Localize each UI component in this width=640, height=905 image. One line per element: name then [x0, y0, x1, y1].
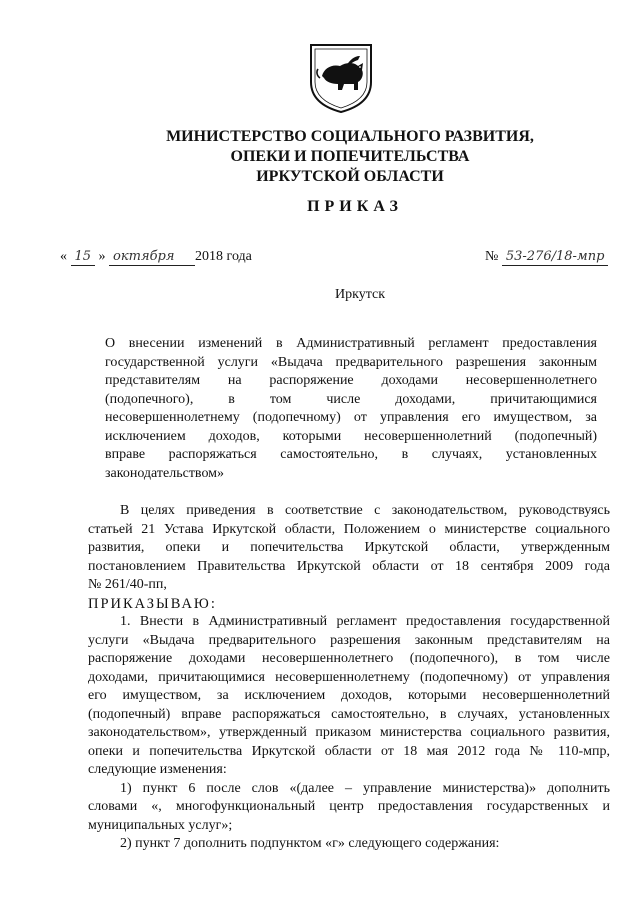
body-line: муниципальных услуг»; [88, 817, 233, 833]
order-directive: ПРИКАЗЫВАЮ: [88, 595, 217, 612]
subject-line: О внесении изменений в Административный регламент предоставления [105, 336, 597, 351]
ministry-line: МИНИСТЕРСТВО СОЦИАЛЬНОГО РАЗВИТИЯ, [166, 128, 534, 145]
ministry-line: ОПЕКИ И ПОПЕЧИТЕЛЬСТВА [230, 148, 470, 165]
date-day-handwritten: 15 [71, 249, 96, 266]
body-line: 2) пункт 7 дополнить подпунктом «г» следующего содержания: [120, 836, 500, 851]
date-open-quote: « [60, 249, 67, 264]
body-line: 1) пункт 6 после слов «(далее – управление министерства)» дополнить [120, 780, 610, 796]
document-type: ПРИКАЗ [307, 198, 403, 215]
body-line: услуги «Выдача предварительного разрешения законным представителям на [88, 632, 610, 648]
subject-line: вправе распоряжаться самостоятельно, в случаях, установленных [105, 447, 597, 462]
document-body [88, 502, 610, 854]
body-line: № 261/40-пп, [88, 577, 167, 592]
body-line: статьей 21 Устава Иркутской области, Положением о министерстве социального [88, 521, 610, 537]
number-prefix: № [485, 249, 499, 264]
ministry-name [150, 127, 550, 187]
number-handwritten: 53-276/18-мпр [502, 249, 609, 266]
body-line: опеки и попечительства Иркутской области от 18 мая 2012 года № 110-мпр, [88, 743, 610, 759]
body-line: распоряжение доходами несовершеннолетнего (подопечного), в том числе [88, 651, 610, 666]
date-month-handwritten: октября [109, 249, 195, 266]
subject-line: государственной услуги «Выдача предварительного разрешения законным [105, 354, 597, 370]
body-line: следующие изменения: [88, 762, 227, 777]
subject-line: несовершеннолетнему (подопечному) от управления его имуществом, за [105, 410, 597, 425]
document-city: Иркутск [334, 287, 386, 302]
body-line: его имуществом, за исключением доходов, которыми несовершеннолетний [88, 688, 610, 703]
body-line: словами «, многофункциональный центр предоставления государственных и [88, 799, 610, 814]
body-line: (подопечный) вправе распоряжаться самостоятельно, в случаях, установленных [88, 706, 610, 722]
document-date [60, 249, 252, 266]
subject-line: представителям на распоряжение доходами несовершеннолетнего [105, 373, 597, 388]
body-line: доходами, причитающимися несовершеннолетнему (подопечному) от управления [88, 669, 610, 685]
subject-line: законодательством» [105, 465, 225, 481]
coat-of-arms-icon [308, 42, 374, 114]
body-line: законодательством», утвержденный приказом министерства социального развития, [88, 725, 610, 740]
document-number [485, 249, 608, 266]
body-line: В целях приведения в соответствие с законодательством, руководствуясь [120, 503, 610, 518]
date-close-quote: » [98, 249, 106, 264]
body-line: развития, опеки и попечительства Иркутской области, утвержденным [88, 540, 610, 555]
subject-line: (подопечного), в том числе доходами, причитающимися [105, 391, 597, 407]
document-subject [105, 335, 597, 483]
date-year: 2018 года [195, 249, 252, 264]
subject-line: исключением доходов, которыми несовершеннолетний (подопечный) [105, 428, 597, 444]
body-line: 1. Внести в Административный регламент предоставления государственной [120, 614, 610, 629]
ministry-line: ИРКУТСКОЙ ОБЛАСТИ [256, 168, 444, 185]
body-line: постановлением Правительства Иркутской области от 18 сентября 2009 года [88, 558, 610, 574]
